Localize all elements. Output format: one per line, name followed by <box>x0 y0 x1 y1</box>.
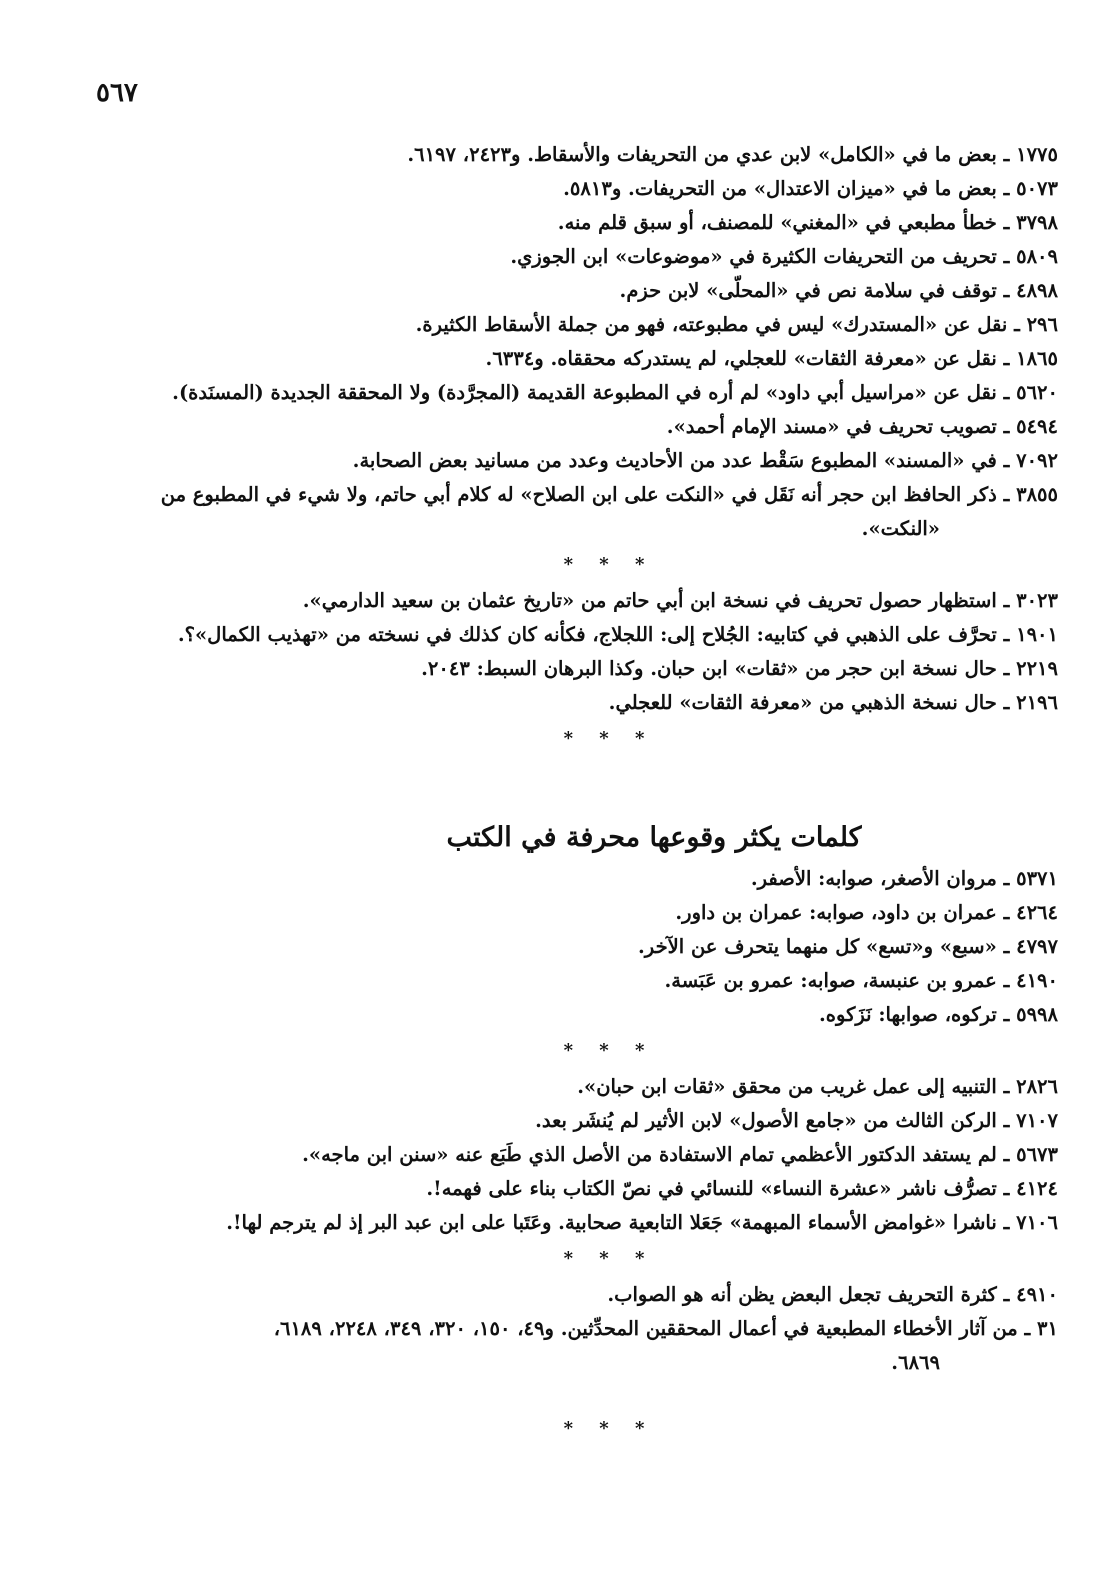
index-entry: ٢٢١٩ ـ حال نسخة ابن حجر من «ثقات» ابن حبان. وكذا البرهان السبط: ٢٠٤٣. <box>421 657 1058 680</box>
index-entry: ٢٨٢٦ ـ التنبيه إلى عمل غريب من محقق «ثقات ابن حبان». <box>577 1075 1058 1098</box>
page-number: ٥٦٧ <box>96 78 138 108</box>
entry-group-4 <box>100 1070 1058 1240</box>
index-entry: ١٨٦٥ ـ نقل عن «معرفة الثقات» للعجلي، لم يستدركه محققاه. و٦٣٣٤. <box>485 347 1058 370</box>
index-entry-continuation: «النكت». <box>861 517 940 540</box>
index-entry: ٤١٢٤ ـ تصرُّف ناشر «عشرة النساء» للنسائي في نصّ الكتاب بناء على فهمه!. <box>426 1177 1058 1200</box>
entry-group-3 <box>100 862 1058 1032</box>
index-entry: ٥٣٧١ ـ مروان الأصغر، صوابه: الأصفر. <box>750 867 1058 890</box>
index-entry: ٥٠٧٣ ـ بعض ما في «ميزان الاعتدال» من التحريفات. و٥٨١٣. <box>563 177 1058 200</box>
index-entry: ٥٦٢٠ ـ نقل عن «مراسيل أبي داود» لم أره في المطبوعة القديمة (المجرَّدة) ولا المحققة الجديدة (المسنَدة). <box>172 381 1058 404</box>
entry-group-2 <box>100 584 1058 720</box>
entry-group-5 <box>100 1278 1058 1380</box>
index-entry: ٥٦٧٣ ـ لم يستفد الدكتور الأعظمي تمام الاستفادة من الأصل الذي طَبَع عنه «سنن ابن ماجه». <box>302 1143 1058 1166</box>
index-entry: ٤٩١٠ ـ كثرة التحريف تجعل البعض يظن أنه هو الصواب. <box>607 1283 1058 1306</box>
index-entry: ٤٢٦٤ ـ عمران بن داود، صوابه: عمران بن داور. <box>675 901 1058 924</box>
entry-group-1 <box>100 138 1058 546</box>
index-entry: ٥٤٩٤ ـ تصويب تحريف في «مسند الإمام أحمد». <box>666 415 1058 438</box>
index-entry: ١٧٧٥ ـ بعض ما في «الكامل» لابن عدي من التحريفات والأسقاط. و٢٤٢٣، ٦١٩٧. <box>407 143 1058 166</box>
index-entry-continuation: ٦٨٦٩. <box>891 1351 940 1374</box>
section-divider: * * * <box>563 1040 655 1061</box>
index-entry: ٣٧٩٨ ـ خطأ مطبعي في «المغني» للمصنف، أو سبق قلم منه. <box>557 211 1058 234</box>
section-title: كلمات يكثر وقوعها محرفة في الكتب <box>446 822 862 853</box>
index-entry: ٣٨٥٥ ـ ذكر الحافظ ابن حجر أنه نَقَل في «النكت على ابن الصلاح» له كلام أبي حاتم، ولا شيء في المطبوع من <box>160 483 1058 506</box>
page-content <box>100 138 1058 1448</box>
index-entry: ٤٧٩٧ ـ «سبع» و«تسع» كل منهما يتحرف عن الآخر. <box>638 935 1058 958</box>
section-divider: * * * <box>563 554 655 575</box>
section-divider: * * * <box>563 728 655 749</box>
index-entry: ٧٠٩٢ ـ في «المسند» المطبوع سَقْط عدد من الأحاديث وعدد من مسانيد بعض الصحابة. <box>352 449 1058 472</box>
index-entry: ٥٨٠٩ ـ تحريف من التحريفات الكثيرة في «موضوعات» ابن الجوزي. <box>510 245 1058 268</box>
index-entry: ٣٠٢٣ ـ استظهار حصول تحريف في نسخة ابن أبي حاتم من «تاريخ عثمان بن سعيد الدارمي». <box>302 589 1058 612</box>
index-entry: ٢١٩٦ ـ حال نسخة الذهبي من «معرفة الثقات» للعجلي. <box>608 691 1058 714</box>
index-entry: ٤٨٩٨ ـ توقف في سلامة نص في «المحلّى» لابن حزم. <box>619 279 1058 302</box>
index-entry: ٧١٠٧ ـ الركن الثالث من «جامع الأصول» لابن الأثير لم يُنشَر بعد. <box>535 1109 1058 1132</box>
index-entry: ٣١ ـ من آثار الأخطاء المطبعية في أعمال المحققين المحدِّثين. و٤٩، ١٥٠، ٣٢٠، ٣٤٩، ٢٢٤٨، ٦١٨٩، <box>273 1317 1058 1340</box>
index-entry: ١٩٠١ ـ تحرَّف على الذهبي في كتابيه: الجُلاح إلى: اللجلاج، فكأنه كان كذلك في نسخته من «تهذيب الكمال»؟. <box>177 623 1058 646</box>
section-divider: * * * <box>563 1248 655 1269</box>
spacer <box>100 1380 1058 1410</box>
index-entry: ٥٩٩٨ ـ تركوه، صوابها: نَزَكوه. <box>819 1003 1058 1026</box>
index-entry: ٢٩٦ ـ نقل عن «المستدرك» ليس في مطبوعته، فهو من جملة الأسقاط الكثيرة. <box>415 313 1058 336</box>
section-divider: * * * <box>563 1418 655 1439</box>
index-entry: ٤١٩٠ ـ عمرو بن عنبسة، صوابه: عمرو بن عَبَسة. <box>664 969 1058 992</box>
index-entry: ٧١٠٦ ـ ناشرا «غوامض الأسماء المبهمة» جَعَلا التابعية صحابية. وعَتَبا على ابن عبد البر إذ لم يترجم لها!. <box>226 1211 1058 1234</box>
